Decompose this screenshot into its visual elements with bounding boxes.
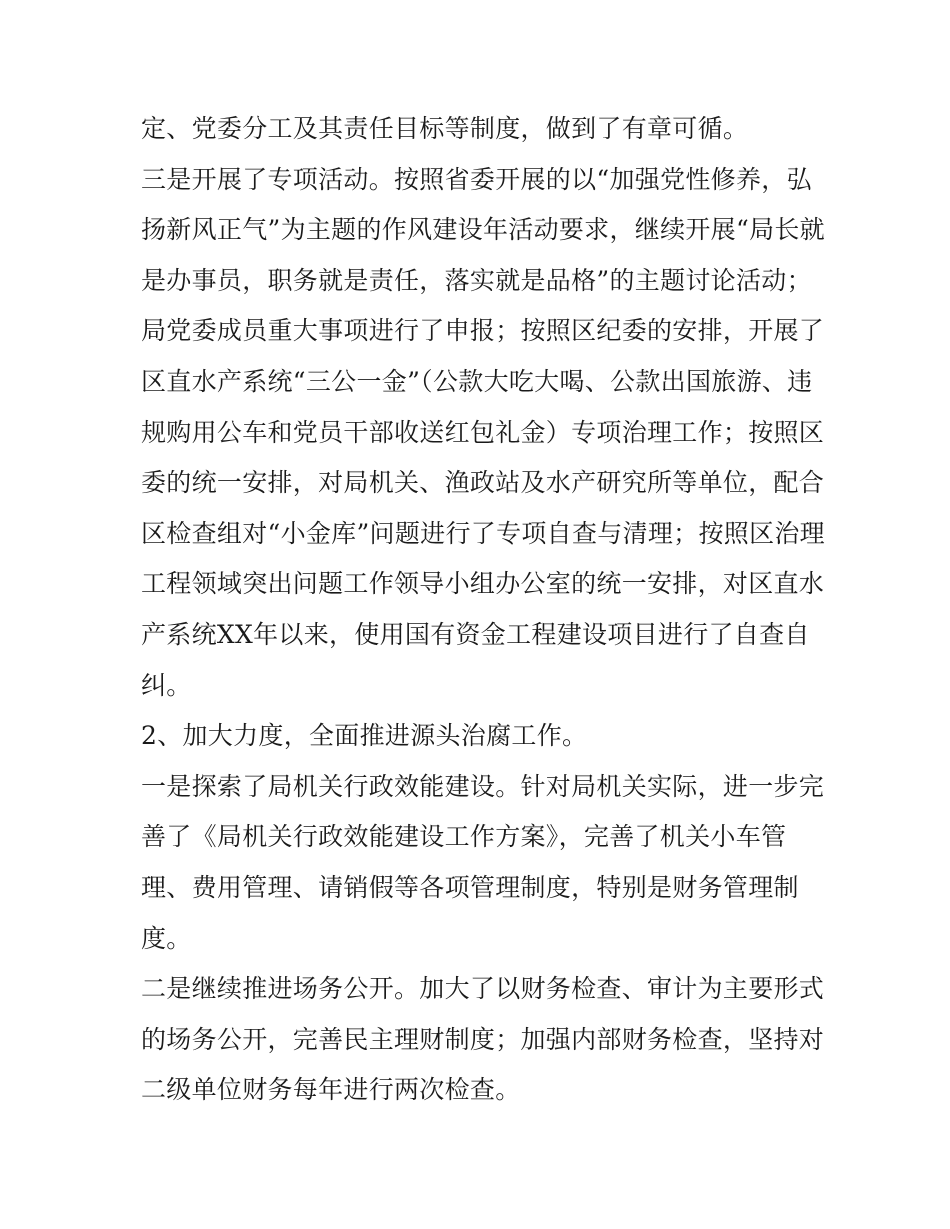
text-line-14: 一是探索了局机关行政效能建设。针对局机关实际，进一步完 <box>141 771 825 801</box>
text-line-8: 委的统一安排，对局机关、渔政站及水产研究所等单位，配合 <box>141 468 825 498</box>
text-line-12: 纠。 <box>141 670 192 700</box>
text-line-15: 善了《局机关行政效能建设工作方案》，完善了机关小车管 <box>141 822 787 852</box>
text-line-4: 是办事员，职务就是责任，落实就是品格”的主题讨论活动； <box>141 265 812 295</box>
text-line-10: 工程领域突出问题工作领导小组办公室的统一安排，对区直水 <box>141 569 825 599</box>
section-heading: 2、加大力度，全面推进源头治腐工作。 <box>141 721 588 751</box>
text-line-1: 定、党委分工及其责任目标等制度，做到了有章可循。 <box>141 114 749 143</box>
text-line-18: 二是继续推进场务公开。加大了以财务检查、审计为主要形式 <box>141 974 825 1004</box>
text-line-11: 产系统XX年以来，使用国有资金工程建设项目进行了自查自 <box>141 619 810 649</box>
text-line-9: 区检查组对“小金库”问题进行了专项自查与清理；按照区治理 <box>141 518 825 548</box>
text-line-19: 的场务公开，完善民主理财制度；加强内部财务检查，坚持对 <box>141 1024 825 1054</box>
text-line-2: 三是开展了专项活动。按照省委开展的以“加强党性修养，弘 <box>141 164 812 194</box>
text-line-5: 局党委成员重大事项进行了申报；按照区纪委的安排，开展了 <box>141 316 825 346</box>
text-line-17: 度。 <box>141 923 192 953</box>
document-body <box>141 104 825 1116</box>
text-line-16: 理、费用管理、请销假等各项管理制度，特别是财务管理制 <box>141 872 799 902</box>
text-line-7: 规购用公车和党员干部收送红包礼金）专项治理工作；按照区 <box>141 417 825 447</box>
text-line-20: 二级单位财务每年进行两次检查。 <box>141 1075 521 1105</box>
text-line-3: 扬新风正气”为主题的作风建设年活动要求，继续开展“局长就 <box>141 215 825 245</box>
text-line-6: 区直水产系统“三公一金”（公款大吃大喝、公款出国旅游、违 <box>141 366 813 396</box>
